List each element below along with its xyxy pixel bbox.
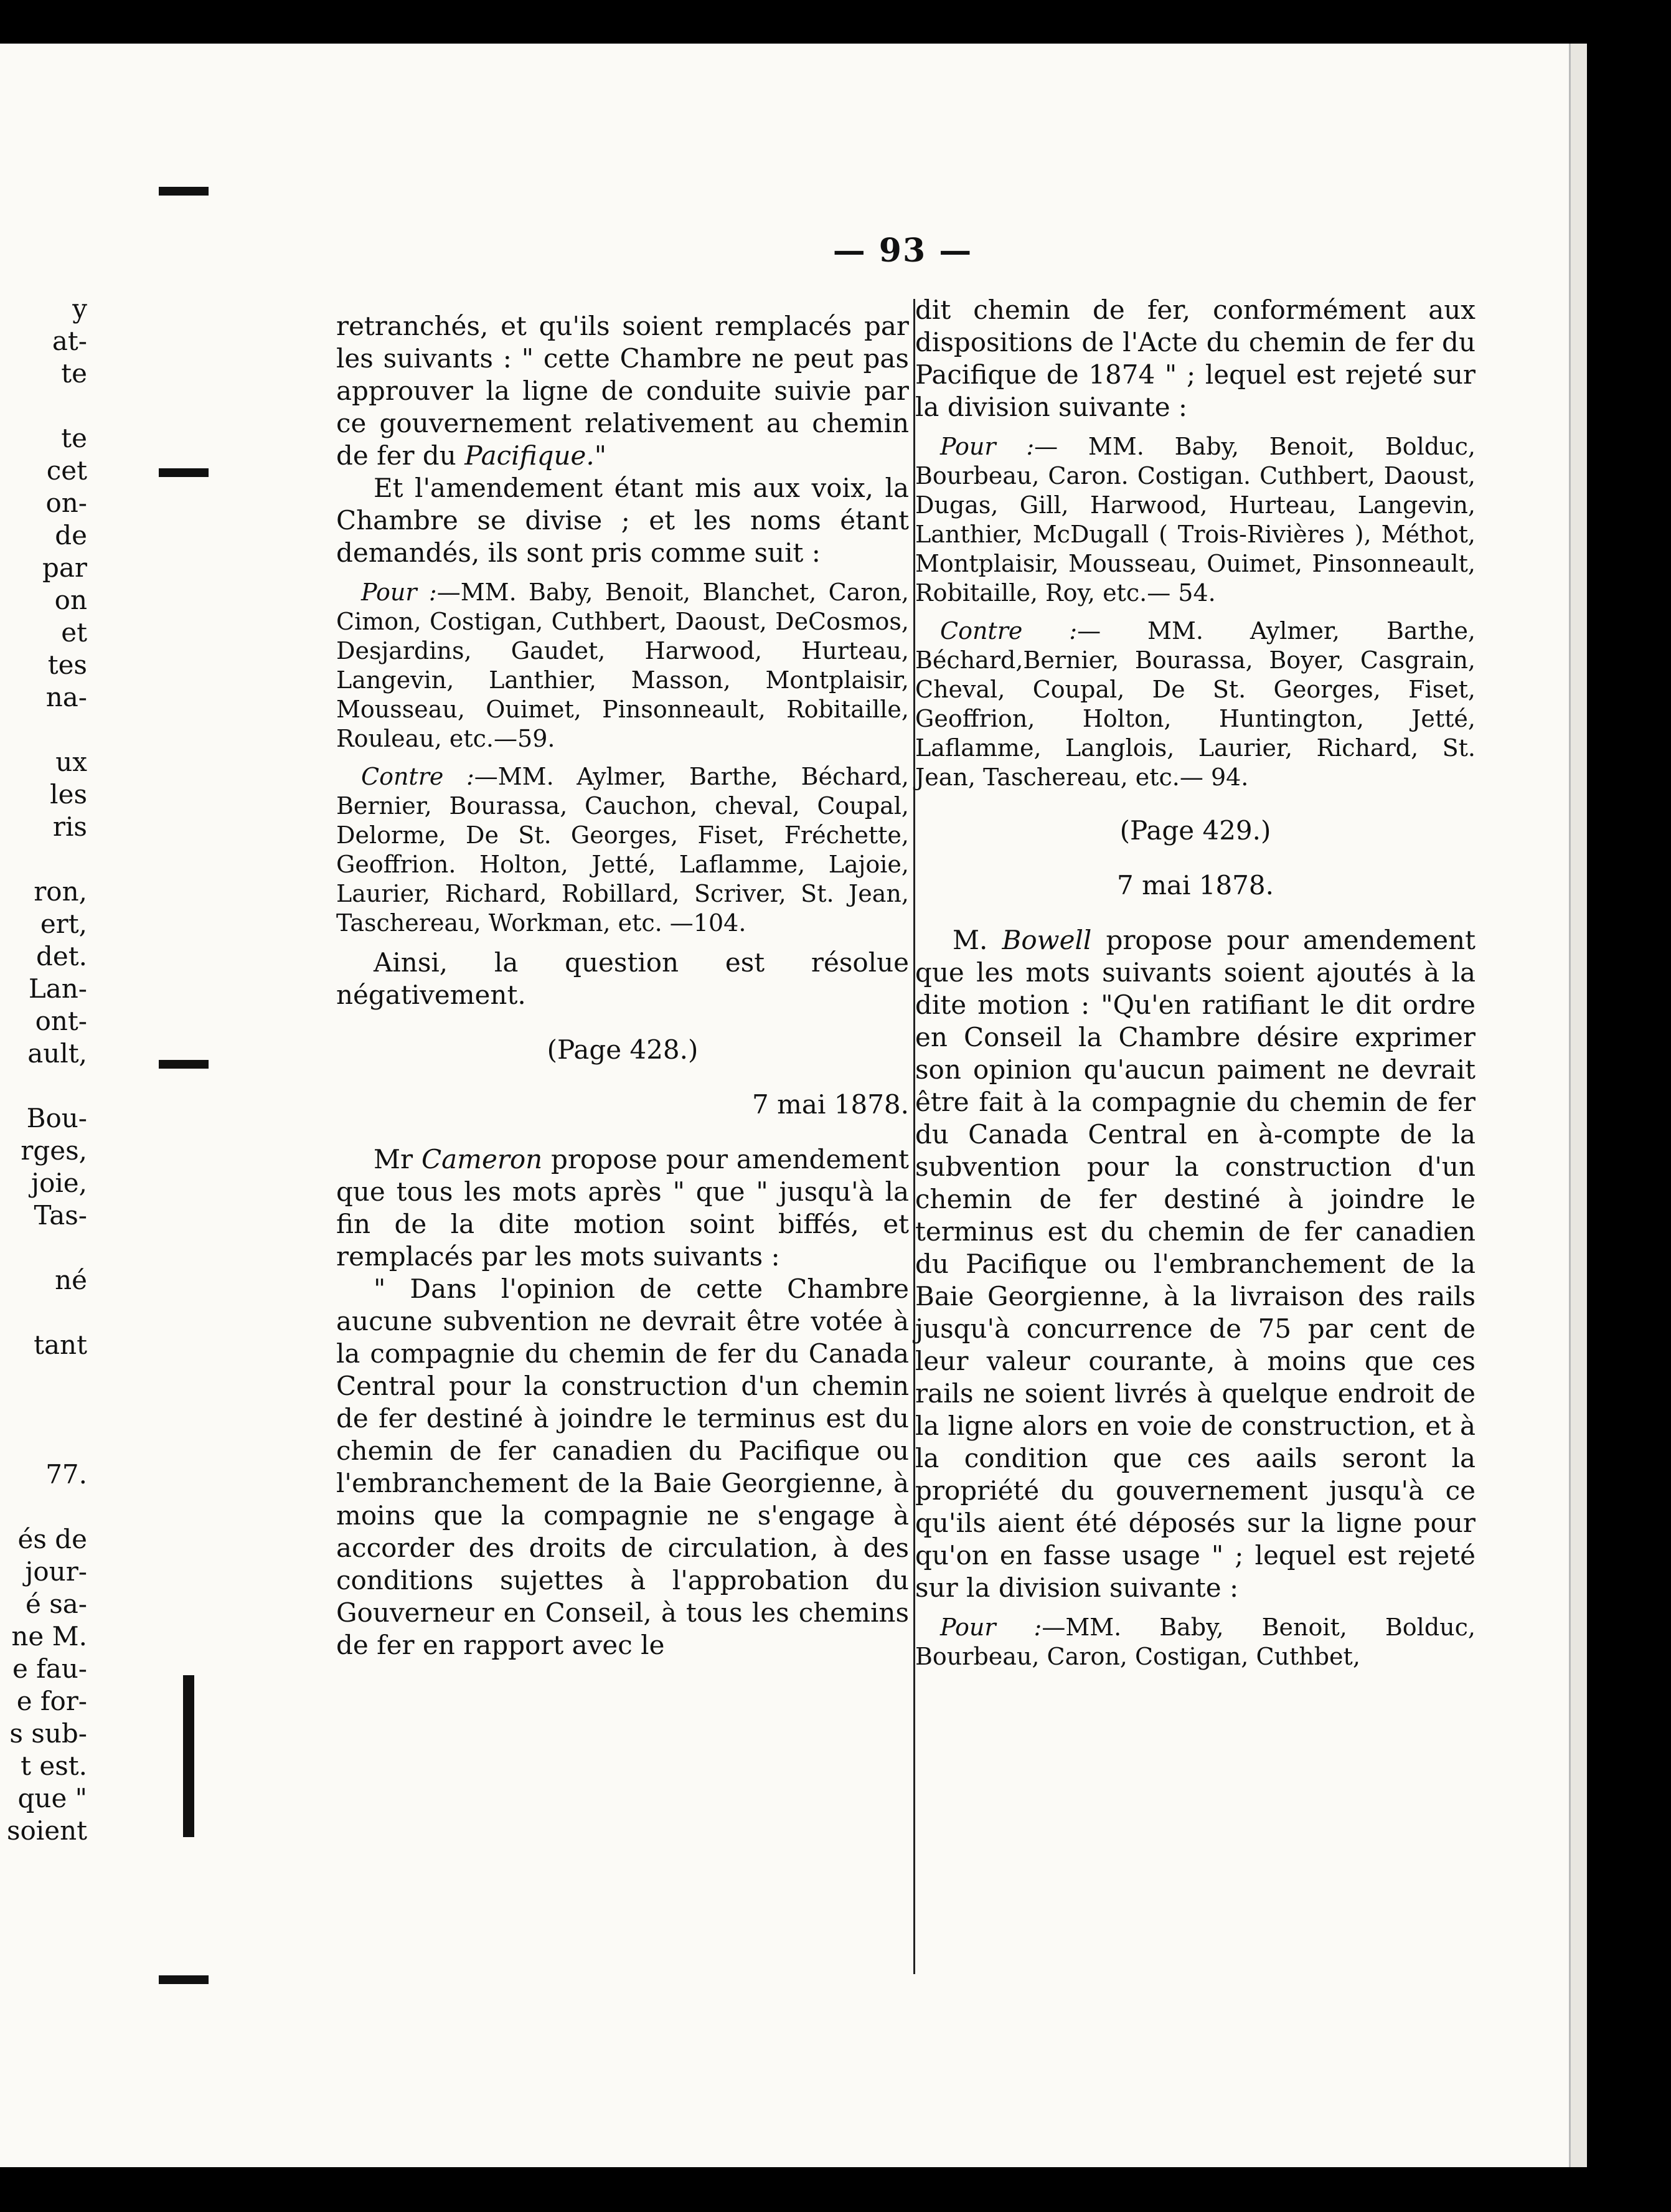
paragraph: dit chemin de fer, conformément aux dispositions de l'Acte du chemin de fer du Pacifique de 1874 " ; lequel est rejeté sur la division suivante : xyxy=(915,295,1476,422)
fragment-line: na- xyxy=(45,682,87,712)
page-number: — 93 — xyxy=(832,232,973,270)
right-column xyxy=(915,294,1476,1680)
left-column xyxy=(336,310,909,1661)
paragraph: retranchés, et qu'ils soient remplacés par les suivants : " cette Chambre ne peut pas approuver la ligne de conduite suivie par ce gouvernement relativement au chemin de fer du Pacifique." xyxy=(336,311,909,471)
fragment-line: y xyxy=(72,293,87,324)
fragment-line: de xyxy=(55,520,87,551)
fragment-line xyxy=(0,1394,87,1426)
paragraph: Mr Cameron propose pour amendement que tous les mots après " que " jusqu'à la fin de la dite motion soint biffés, et remplacés par les mots suivants : xyxy=(336,1144,909,1272)
fragment-line: ert, xyxy=(40,909,87,939)
page-reference: (Page 428.) xyxy=(547,1034,699,1065)
fragment-line: Lan- xyxy=(28,973,87,1004)
date-heading: 7 mai 1878. xyxy=(1117,870,1274,900)
paragraph: " Dans l'opinion de cette Chambre aucune subvention ne devrait être votée à la compagnie du chemin de fer du Canada Central pour la construction d'un chemin de fer destiné à joindre le terminus est du chemin de fer canadien du Pacifique ou l'embranchement de la Baie Georgienne, à moins que la compagnie ne s'engage à accorder des droits de circulation, à des conditions sujettes à l'approbation du Gouverneur en Conseil, à tous les chemins de fer en rapport avec le xyxy=(336,1274,909,1660)
fragment-line: te xyxy=(61,423,87,453)
vote-for: Pour :— MM. Baby, Benoit, Bolduc, Bourbeau, Caron. Costigan. Cuthbert, Daoust, Dugas, Gill, Harwood, Hurteau, Langevin, Lanthier, McDugall ( Trois-Rivières ), Méthot, Montplaisir, Mousseau, Ouimet, Pinsonneault, Robitaille, Roy, etc.— 54. xyxy=(915,433,1476,607)
fragment-line xyxy=(0,1070,87,1102)
vote-against: Contre :— MM. Aylmer, Barthe, Béchard,Bernier, Bourassa, Boyer, Casgrain, Cheval, Coupal, De St. Georges, Fiset, Geoffrion, Holton, Huntington, Jetté, Laflamme, Langlois, Laurier, Richard, St. Jean, Taschereau, etc.— 94. xyxy=(915,617,1476,791)
page-reference: (Page 429.) xyxy=(1119,815,1271,846)
fragment-line xyxy=(0,1491,87,1523)
fragment-line: 77. xyxy=(45,1459,87,1490)
previous-page-fragment xyxy=(0,293,87,1847)
fragment-line: par xyxy=(42,552,87,583)
fragment-line: les xyxy=(50,779,87,810)
vote-for: Pour :—MM. Baby, Benoit, Bolduc, Bourbeau, Caron, Costigan, Cuthbet, xyxy=(915,1614,1476,1670)
binding-mark xyxy=(159,1975,209,1984)
fragment-line: cet xyxy=(46,455,87,486)
fragment-line: ont- xyxy=(35,1006,87,1036)
fragment-line xyxy=(0,1361,87,1394)
date-heading: 7 mai 1878. xyxy=(752,1089,909,1120)
fragment-line xyxy=(0,1426,87,1458)
fragment-line xyxy=(0,390,87,422)
fragment-line: ne M. xyxy=(11,1621,87,1652)
fragment-line: é sa- xyxy=(26,1589,87,1619)
fragment-line: t est. xyxy=(21,1751,87,1781)
fragment-line: és de xyxy=(17,1524,87,1554)
paragraph: Et l'amendement étant mis aux voix, la Chambre se divise ; et les noms étant demandés, ils sont pris comme suit : xyxy=(336,473,909,568)
fragment-line: tes xyxy=(47,650,87,680)
binding-mark xyxy=(183,1675,194,1837)
fragment-line: Bou- xyxy=(26,1103,87,1133)
fragment-line xyxy=(0,1232,87,1264)
fragment-line: ux xyxy=(55,747,87,777)
fragment-line xyxy=(0,843,87,876)
fragment-line: jour- xyxy=(25,1556,87,1587)
fragment-line: Tas- xyxy=(34,1200,87,1231)
fragment-line: ault, xyxy=(27,1038,87,1069)
fragment-line: né xyxy=(55,1265,87,1295)
fragment-line: te xyxy=(61,358,87,389)
fragment-line: s sub- xyxy=(9,1718,87,1749)
fragment-line: e for- xyxy=(16,1686,87,1716)
paragraph: Ainsi, la question est résolue négativement. xyxy=(336,947,909,1010)
fragment-line xyxy=(0,714,87,746)
paragraph: M. Bowell propose pour amendement que les mots suivants soient ajoutés à la dite motion : "Qu'en ratifiant le dit ordre en Conseil la Chambre désire exprimer son opinion qu'aucun paiment ne devrait être fait à la compagnie du chemin de fer du Canada Central en à-compte de la subvention pour la construction d'un chemin de fer destiné à joindre le terminus est du chemin de fer canadien du Pacifique ou l'embranchement de la Baie Georgienne, à la livraison des rails jusqu'à concurrence de 75 par cent de leur valeur courante, à moins que ces rails ne soient livrés à quelque endroit de la ligne alors en voie de construction, et à la condition que ces aails seront la propriété du gouvernement jusqu'à ce qu'ils aient été déposés sur la ligne pour qu'on en fasse usage " ; lequel est rejeté sur la division suivante : xyxy=(915,925,1476,1603)
fragment-line: e fau- xyxy=(12,1653,87,1684)
page-edge xyxy=(1569,44,1587,2167)
fragment-line: que " xyxy=(17,1783,87,1813)
vote-against: Contre :—MM. Aylmer, Barthe, Béchard, Bernier, Bourassa, Cauchon, cheval, Coupal, Delorme, De St. Georges, Fiset, Fréchette, Geoffrion. Holton, Jetté, Laflamme, Lajoie, Laurier, Richard, Robillard, Scriver, St. Jean, Taschereau, Workman, etc. —104. xyxy=(336,763,909,937)
fragment-line: et xyxy=(61,617,87,648)
fragment-line: at- xyxy=(52,326,87,356)
binding-mark xyxy=(159,187,209,196)
fragment-line: on xyxy=(54,585,87,615)
fragment-line: det. xyxy=(36,941,87,971)
fragment-line: joie, xyxy=(31,1168,87,1198)
fragment-line: ris xyxy=(52,811,87,842)
fragment-line: rges, xyxy=(21,1135,87,1166)
binding-mark xyxy=(159,468,209,477)
fragment-line: ron, xyxy=(34,876,87,907)
fragment-line: soient xyxy=(6,1815,87,1846)
fragment-line: on- xyxy=(45,488,87,518)
fragment-line xyxy=(0,1297,87,1329)
fragment-line: tant xyxy=(34,1330,87,1360)
vote-for: Pour :—MM. Baby, Benoit, Blanchet, Caron, Cimon, Costigan, Cuthbert, Daoust, DeCosmos, Desjardins, Gaudet, Harwood, Hurteau, Langevin, Lanthier, Masson, Montplaisir, Mousseau, Ouimet, Pinsonneault, Robitaille, Rouleau, etc.—59. xyxy=(336,579,910,752)
binding-mark xyxy=(159,1060,209,1069)
